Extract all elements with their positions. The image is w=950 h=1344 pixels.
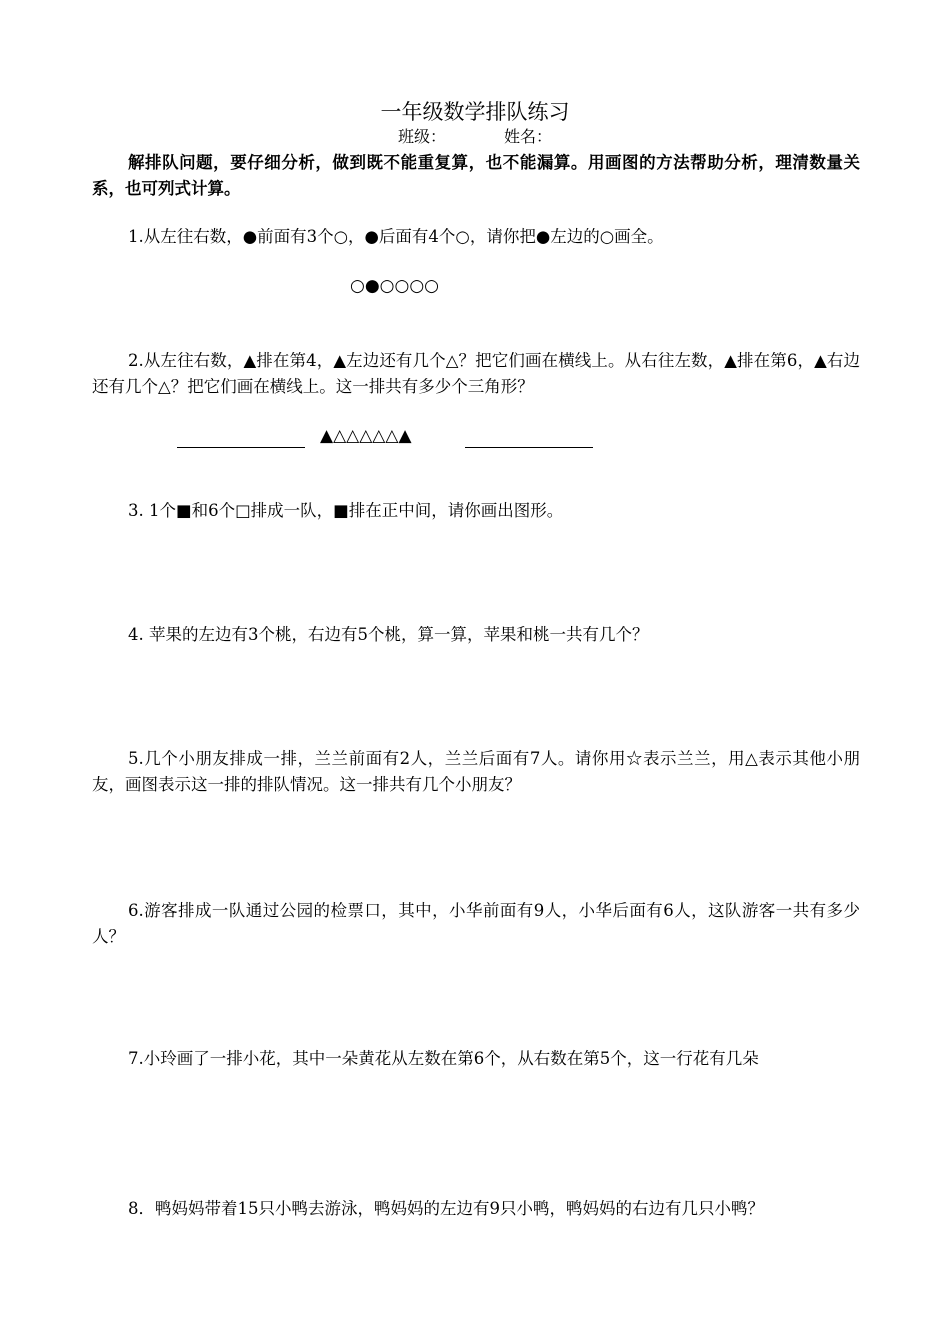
question-1-figure: ○●○○○○ [350,276,440,296]
answer-line-left[interactable] [177,447,305,448]
question-2-figure: ▲△△△△△▲ [320,426,412,446]
question-8: 8．鸭妈妈带着15只小鸭去游泳，鸭妈妈的左边有9只小鸭，鸭妈妈的右边有几只小鸭？ [128,1199,764,1218]
question-5: 5.几个小朋友排成一排，兰兰前面有2人，兰兰后面有7人。请你用☆表示兰兰，用△表示其他小朋友，画图表示这一排的排队情况。这一排共有几个小朋友？ [92,749,860,794]
question-6: 6.游客排成一队通过公园的检票口，其中，小华前面有9人，小华后面有6人，这队游客一共有多少人？ [92,901,860,946]
instructions-paragraph: 解排队问题，要仔细分析，做到既不能重复算，也不能漏算。用画图的方法帮助分析，理清数量关系，也可列式计算。 [92,153,860,198]
answer-line-right[interactable] [465,447,593,448]
question-4: 4. 苹果的左边有3个桃，右边有5个桃，算一算，苹果和桃一共有几个？ [128,625,649,644]
question-7: 7.小玲画了一排小花，其中一朵黄花从左数在第6个，从右数在第5个，这一行花有几朵 [128,1049,759,1068]
student-info-line [0,126,950,148]
class-label: 班级： [397,127,446,146]
question-2: 2.从左往右数，▲排在第4，▲左边还有几个△？把它们画在横线上。从右往左数，▲排在第6，▲右边还有几个△？把它们画在横线上。这一排共有多少个三角形？ [92,351,860,396]
question-1: 1.从左往右数，●前面有3个○，●后面有4个○，请你把●左边的○画全。 [128,227,664,246]
page-title: 一年级数学排队练习 [380,100,570,124]
question-3: 3. 1个■和6个□排成一队，■排在正中间，请你画出图形。 [128,501,564,520]
name-label: 姓名： [504,127,553,146]
